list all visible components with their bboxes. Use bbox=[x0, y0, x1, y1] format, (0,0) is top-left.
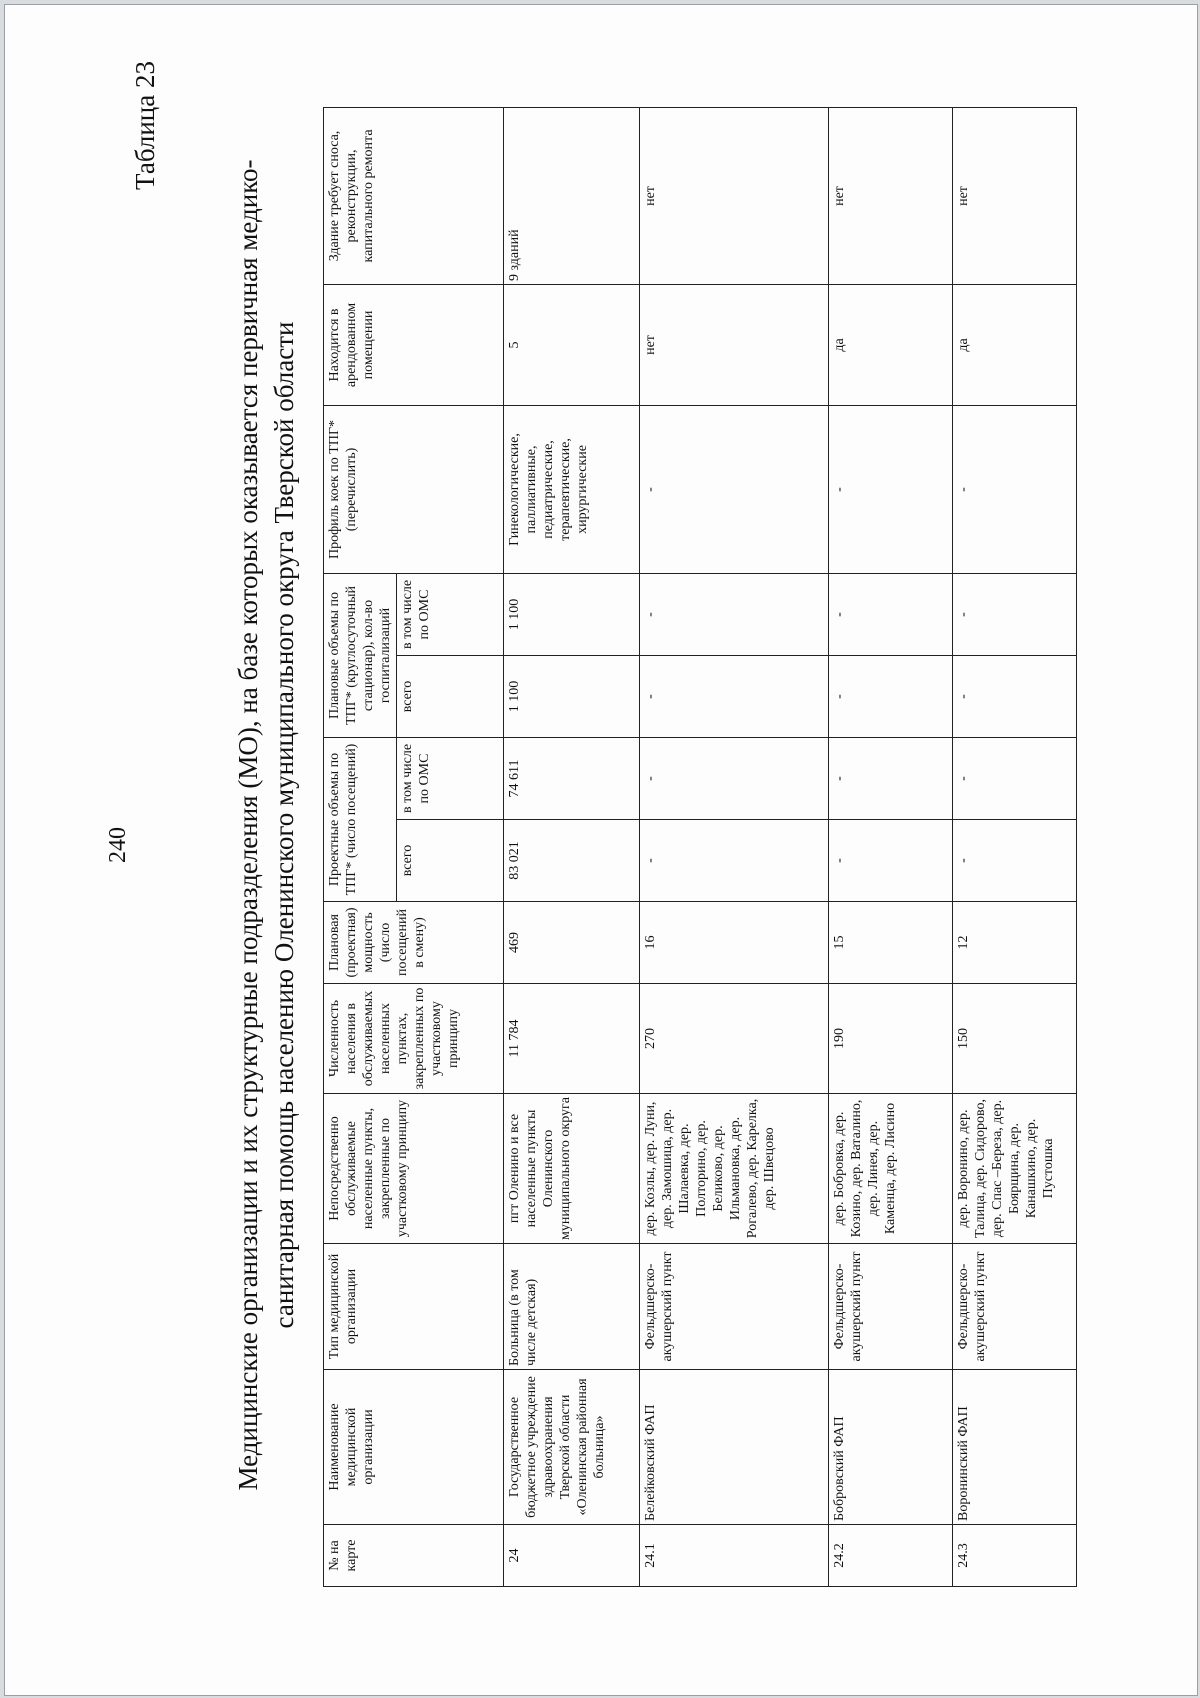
cell-population: 150 bbox=[953, 984, 1077, 1094]
cell-visits-total: - bbox=[829, 820, 953, 902]
cell-hosp-oms: 1 100 bbox=[504, 573, 640, 655]
cell-repair: нет bbox=[829, 107, 953, 284]
cell-visits-oms: - bbox=[953, 738, 1077, 820]
table-label: Таблица 23 bbox=[130, 61, 160, 190]
header-repair: Здание требует сноса, реконструкции, капитального ремонта bbox=[324, 107, 504, 284]
cell-served: дер. Бобровка, дер. Козино, дер. Ваталино, дер. Линея, дер. Каменца, дер. Лисино bbox=[829, 1094, 953, 1244]
cell-population: 270 bbox=[640, 984, 829, 1094]
cell-num: 24.2 bbox=[829, 1525, 953, 1587]
cell-rented: да bbox=[953, 284, 1077, 405]
cell-repair: нет bbox=[640, 107, 829, 284]
cell-served: дер. Воронино, дер. Талица, дер. Сидорово, дер. Спас –Береза, дер. Боярщина, дер. Канашкино, дер. Пустошка bbox=[953, 1094, 1077, 1244]
cell-hosp-oms: - bbox=[953, 573, 1077, 655]
cell-rented: да bbox=[829, 284, 953, 405]
cell-name: Бобровский ФАП bbox=[829, 1370, 953, 1525]
table-row bbox=[953, 107, 1077, 1586]
header-visits-oms: в том числе по ОМС bbox=[397, 738, 504, 820]
header-capacity: Плановая (проектная) мощность (число посещений в смену) bbox=[324, 902, 504, 984]
cell-beds: - bbox=[829, 405, 953, 573]
cell-beds: Гинекологические, паллиативные, педиатрические, терапевтические, хирургические bbox=[504, 405, 640, 573]
cell-hosp-total: 1 100 bbox=[504, 656, 640, 738]
header-num: № на карте bbox=[324, 1525, 504, 1587]
cell-name: Белейковский ФАП bbox=[640, 1370, 829, 1525]
cell-rented: нет bbox=[640, 284, 829, 405]
document-page bbox=[4, 4, 1198, 1696]
cell-population: 11 784 bbox=[504, 984, 640, 1094]
cell-visits-oms: - bbox=[829, 738, 953, 820]
table-row bbox=[829, 107, 953, 1586]
cell-population: 190 bbox=[829, 984, 953, 1094]
cell-name: Государственное бюджетное учреждение здравоохранения Тверской области «Оленинская районная больница» bbox=[504, 1370, 640, 1525]
cell-type: Фельдшерско-акушерский пункт bbox=[640, 1244, 829, 1370]
header-beds: Профиль коек по ТПГ* (перечислить) bbox=[324, 405, 504, 573]
cell-capacity: 469 bbox=[504, 902, 640, 984]
header-visits-group: Проектные объемы по ТПГ* (число посещений) bbox=[324, 738, 397, 902]
header-served: Непосредственно обслуживаемые населенные пункты, закрепленные по участковому принципу bbox=[324, 1094, 504, 1244]
page-number: 240 bbox=[105, 827, 131, 863]
header-rented: Находится в арендованном помещении bbox=[324, 284, 504, 405]
cell-rented: 5 bbox=[504, 284, 640, 405]
cell-capacity: 16 bbox=[640, 902, 829, 984]
cell-repair: 9 зданий bbox=[504, 107, 640, 284]
header-type: Тип медицинской организации bbox=[324, 1244, 504, 1370]
cell-hosp-total: - bbox=[953, 656, 1077, 738]
cell-type: Фельдшерско-акушерский пункт bbox=[953, 1244, 1077, 1370]
cell-visits-oms: - bbox=[640, 738, 829, 820]
table-row bbox=[504, 107, 640, 1586]
cell-capacity: 15 bbox=[829, 902, 953, 984]
header-hosp-oms: в том числе по ОМС bbox=[397, 573, 504, 655]
document-title: Медицинские организации и их структурные подразделения (МО), на базе которых оказывается первичная медико-санитарная помощь населению Оленинского муниципального округа Тверской области bbox=[233, 159, 299, 1491]
cell-visits-total: - bbox=[640, 820, 829, 902]
header-row-1 bbox=[324, 107, 397, 1586]
cell-repair: нет bbox=[953, 107, 1077, 284]
cell-beds: - bbox=[953, 405, 1077, 573]
cell-capacity: 12 bbox=[953, 902, 1077, 984]
cell-beds: - bbox=[640, 405, 829, 573]
cell-served: дер. Козлы, дер. Луни, дер. Замошица, дер. Шалаевка, дер. Полторино, дер. Беликово, дер. Ильмановка, дер. Рогалево, дер. Карелка, дер. Швецово bbox=[640, 1094, 829, 1244]
header-hosp-total: всего bbox=[397, 656, 504, 738]
header-visits-total: всего bbox=[397, 820, 504, 902]
cell-visits-total: - bbox=[953, 820, 1077, 902]
cell-hosp-total: - bbox=[640, 656, 829, 738]
cell-visits-oms: 74 611 bbox=[504, 738, 640, 820]
rotated-landscape-sheet bbox=[5, 5, 1197, 1695]
table-row bbox=[640, 107, 829, 1586]
cell-num: 24.3 bbox=[953, 1525, 1077, 1587]
cell-type: Больница (в том числе детская) bbox=[504, 1244, 640, 1370]
cell-visits-total: 83 021 bbox=[504, 820, 640, 902]
header-hosp-group: Плановые объемы по ТПГ* (круглосуточный стационар), кол-во госпитализаций bbox=[324, 573, 397, 737]
header-name: Наименование медицинской организации bbox=[324, 1370, 504, 1525]
cell-type: Фельдшерско-акушерский пункт bbox=[829, 1244, 953, 1370]
cell-hosp-total: - bbox=[829, 656, 953, 738]
medical-organizations-table bbox=[323, 107, 1077, 1587]
header-population: Численность населения в обслуживаемых населенных пунктах, закрепленных по участковому принципу bbox=[324, 984, 504, 1094]
cell-hosp-oms: - bbox=[640, 573, 829, 655]
cell-hosp-oms: - bbox=[829, 573, 953, 655]
cell-num: 24.1 bbox=[640, 1525, 829, 1587]
cell-name: Воронинский ФАП bbox=[953, 1370, 1077, 1525]
cell-num: 24 bbox=[504, 1525, 640, 1587]
cell-served: пгт Оленино и все населенные пункты Оленинского муниципального округа bbox=[504, 1094, 640, 1244]
